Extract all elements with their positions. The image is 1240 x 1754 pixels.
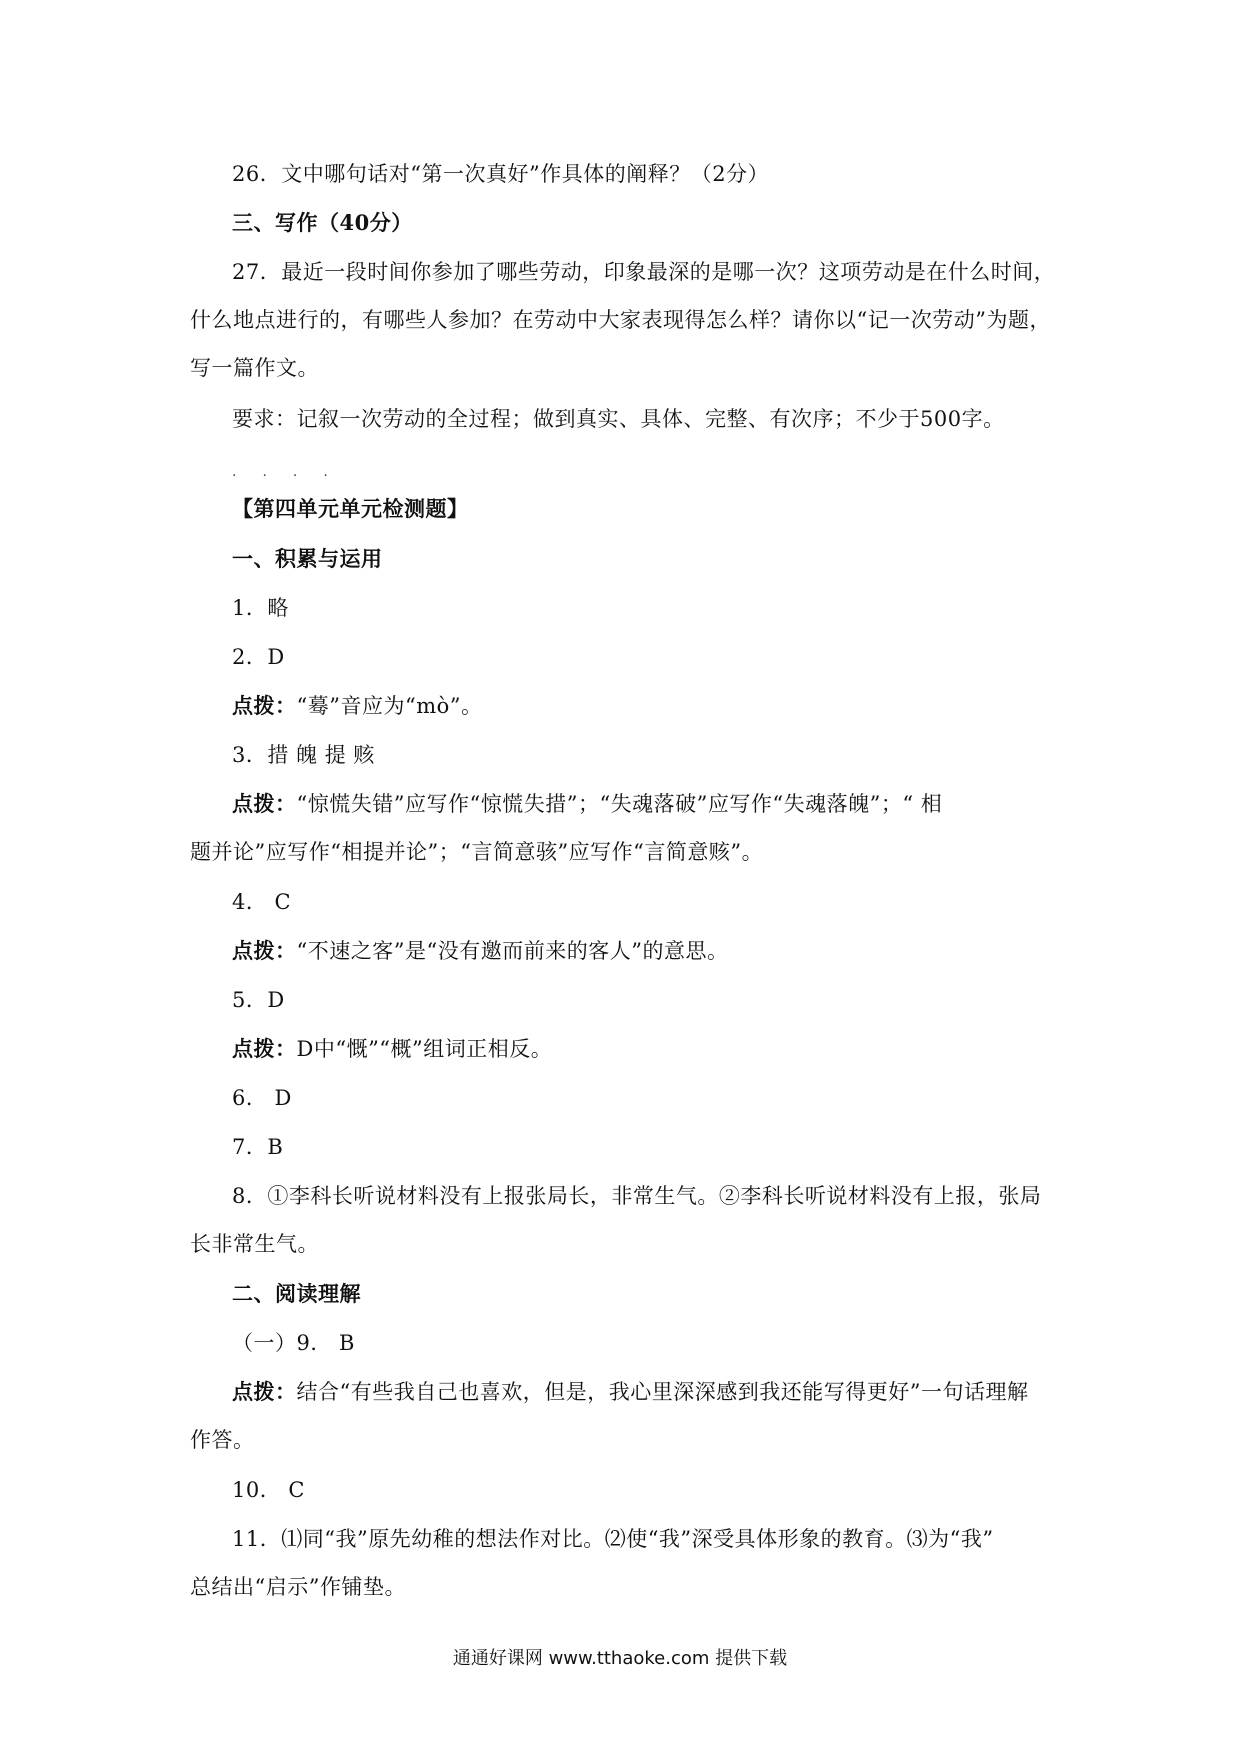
tip-label: 点拨： bbox=[232, 938, 297, 963]
answer-11-line-2: 总结出“启示”作铺垫。 bbox=[190, 1575, 406, 1599]
answer-8-line-1: 8．①李科长听说材料没有上报张局长，非常生气。②李科长听说材料没有上报，张局 bbox=[232, 1184, 1042, 1208]
page-footer: 通通好课网 www.tthaoke.com 提供下载 bbox=[452, 1648, 788, 1669]
unit-4-title: 【第四单元单元检测题】 bbox=[232, 496, 469, 521]
answer-7: 7．B bbox=[232, 1135, 284, 1159]
tip-2 bbox=[232, 692, 483, 720]
separator-dots: ···· bbox=[232, 468, 354, 484]
answer-6: 6． D bbox=[232, 1086, 292, 1110]
tip-5-text: D中“慨”“概”组词正相反。 bbox=[296, 1037, 553, 1061]
tip-2-text: “蓦”音应为“mò”。 bbox=[296, 694, 483, 718]
tip-9-text-1: 结合“有些我自己也喜欢，但是，我心里深深感到我还能写得更好”一句话理解 bbox=[296, 1380, 1029, 1404]
answer-9: （一）9． B bbox=[232, 1331, 355, 1355]
question-26: 26．文中哪句话对“第一次真好”作具体的阐释？（2分） bbox=[232, 162, 770, 186]
tip-9-line-2: 作答。 bbox=[190, 1428, 255, 1452]
answer-1: 1．略 bbox=[232, 596, 289, 620]
tip-label: 点拨： bbox=[232, 791, 297, 816]
tip-3-line-1 bbox=[232, 790, 942, 818]
tip-4-text: “不速之客”是“没有邀而前来的客人”的意思。 bbox=[296, 939, 729, 963]
answer-5: 5．D bbox=[232, 988, 285, 1012]
answer-4: 4． C bbox=[232, 890, 292, 914]
tip-5 bbox=[232, 1035, 552, 1063]
tip-3-line-2: 题并论”应写作“相提并论”；“言简意骇”应写作“言简意赅”。 bbox=[190, 840, 764, 864]
tip-label: 点拨： bbox=[232, 1379, 297, 1404]
question-27-requirement: 要求：记叙一次劳动的全过程；做到真实、具体、完整、有次序；不少于500字。 bbox=[232, 407, 1005, 431]
question-27-line-3: 写一篇作文。 bbox=[190, 356, 319, 380]
tip-label: 点拨： bbox=[232, 693, 297, 718]
answer-11-line-1: 11．⑴同“我”原先幼稚的想法作对比。⑵使“我”深受具体形象的教育。⑶为“我” bbox=[232, 1527, 994, 1551]
answer-3: 3．措 魄 提 赅 bbox=[232, 743, 375, 767]
part-2-heading: 二、阅读理解 bbox=[232, 1281, 361, 1306]
question-27-line-2: 什么地点进行的，有哪些人参加？在劳动中大家表现得怎么样？请你以“记一次劳动”为题， bbox=[190, 308, 1051, 332]
tip-3-text-1: “惊慌失错”应写作“惊慌失措”；“失魂落破”应写作“失魂落魄”；“ 相 bbox=[296, 792, 943, 816]
answer-8-line-2: 长非常生气。 bbox=[190, 1232, 319, 1256]
answer-2: 2．D bbox=[232, 645, 285, 669]
tip-4 bbox=[232, 937, 728, 965]
tip-label: 点拨： bbox=[232, 1036, 297, 1061]
answer-10: 10． C bbox=[232, 1478, 305, 1502]
question-27-line-1: 27．最近一段时间你参加了哪些劳动，印象最深的是哪一次？这项劳动是在什么时间， bbox=[232, 260, 1056, 284]
part-1-heading: 一、积累与运用 bbox=[232, 546, 383, 571]
section-writing-heading: 三、写作（40分） bbox=[232, 210, 413, 235]
tip-9-line-1 bbox=[232, 1378, 1028, 1406]
